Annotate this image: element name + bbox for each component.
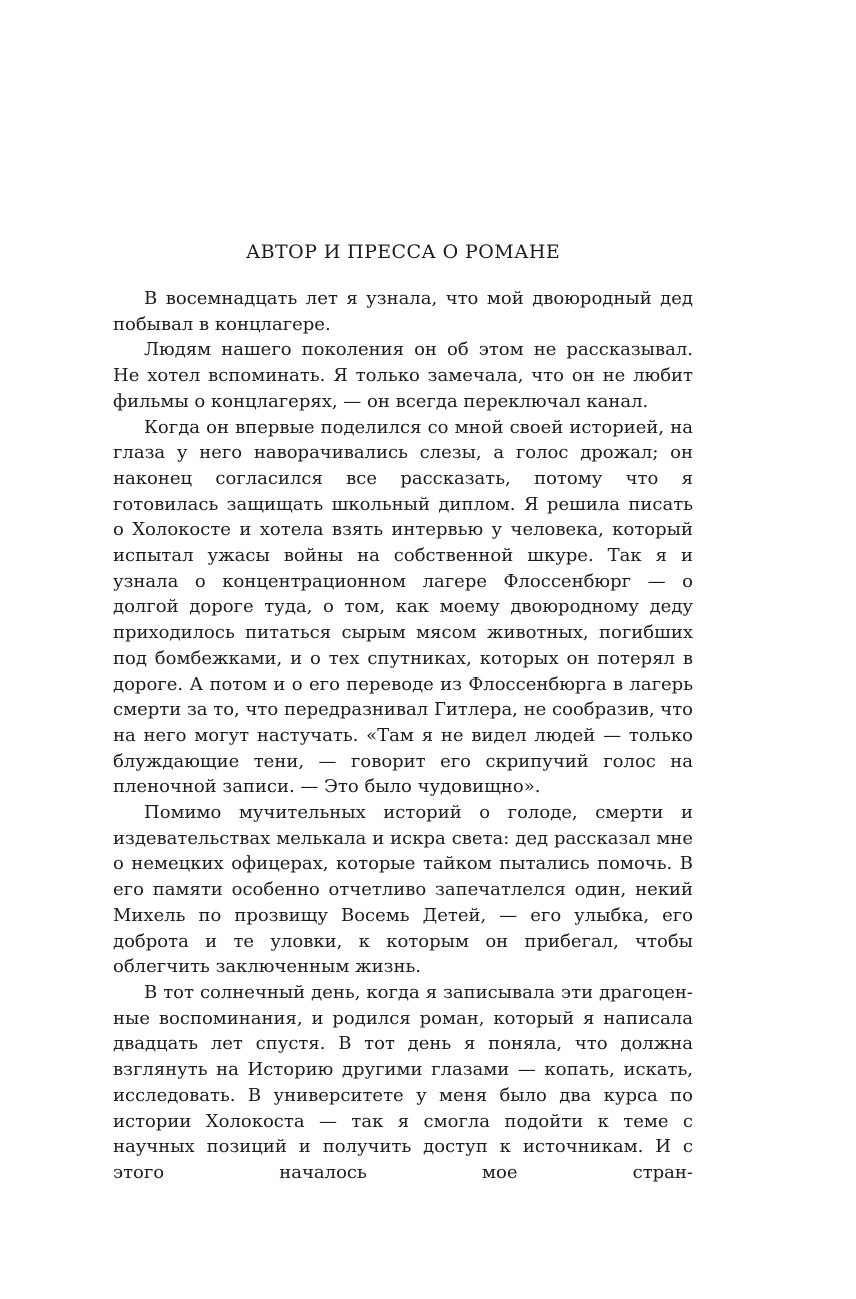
page-heading: АВТОР И ПРЕССА О РОМАНЕ (245, 241, 561, 263)
paragraph-4: Помимо мучительных историй о голоде, смерти и издевательствах мелькала и искра света: дед рассказал мне о немецких офицерах, которые тайком пытались помочь. В его памяти особенно отчетливо запечатлелся один, некий Михель по прозвищу Восемь Детей, — его улыбка, его доброта и те уловки, к которым он прибегал, чтобы облегчить заключенным жизнь. (113, 802, 693, 978)
page-content (113, 232, 693, 1186)
paragraph-2: Людям нашего поколения он об этом не рассказывал. Не хотел вспоминать. Я только замечала, что он не любит фильмы о концлагерях, — он всегда переключал канал. (113, 339, 693, 412)
paragraph-3: Когда он впервые поделился со мной своей историей, на глаза у него наворачивались слезы, а голос дрожал; он наконец согласился все рассказать, потому что я готовилась защищать школьный диплом. Я решила писать о Холокосте и хотела взять интервью у человека, который испытал ужасы войны на собственной шкуре. Так я и узнала о концентрационном лагере Флоссенбюрг — о долгой дороге туда, о том, как моему двоюродному деду приходилось питаться сырым мясом животных, погибших под бомбежками, и о тех спутниках, которых он потерял в дороге. А потом и о его переводе из Флоссенбюрга в лагерь смерти за то, что передразнивал Гитлера, не сообразив, что на него могут настучать. «Там я не видел людей — только блуждающие тени, — говорит его скрипучий голос на пленочной записи. — Это было чудовищно». (113, 416, 693, 798)
paragraph-5: В тот солнечный день, когда я записывала эти драгоценные воспоминания, и родился роман, который я написала двадцать лет спустя. В тот день я поняла, что должна взглянуть на Историю другими глазами — копать, искать, исследовать. В университете у меня было два курса по истории Холокоста — так я смогла подойти к теме с научных позиций и получить доступ к источникам. И с этого началось мое стран- (113, 981, 693, 1183)
paragraph-1: В восемнадцать лет я узнала, что мой двоюродный дед побывал в концлагере. (113, 288, 693, 335)
